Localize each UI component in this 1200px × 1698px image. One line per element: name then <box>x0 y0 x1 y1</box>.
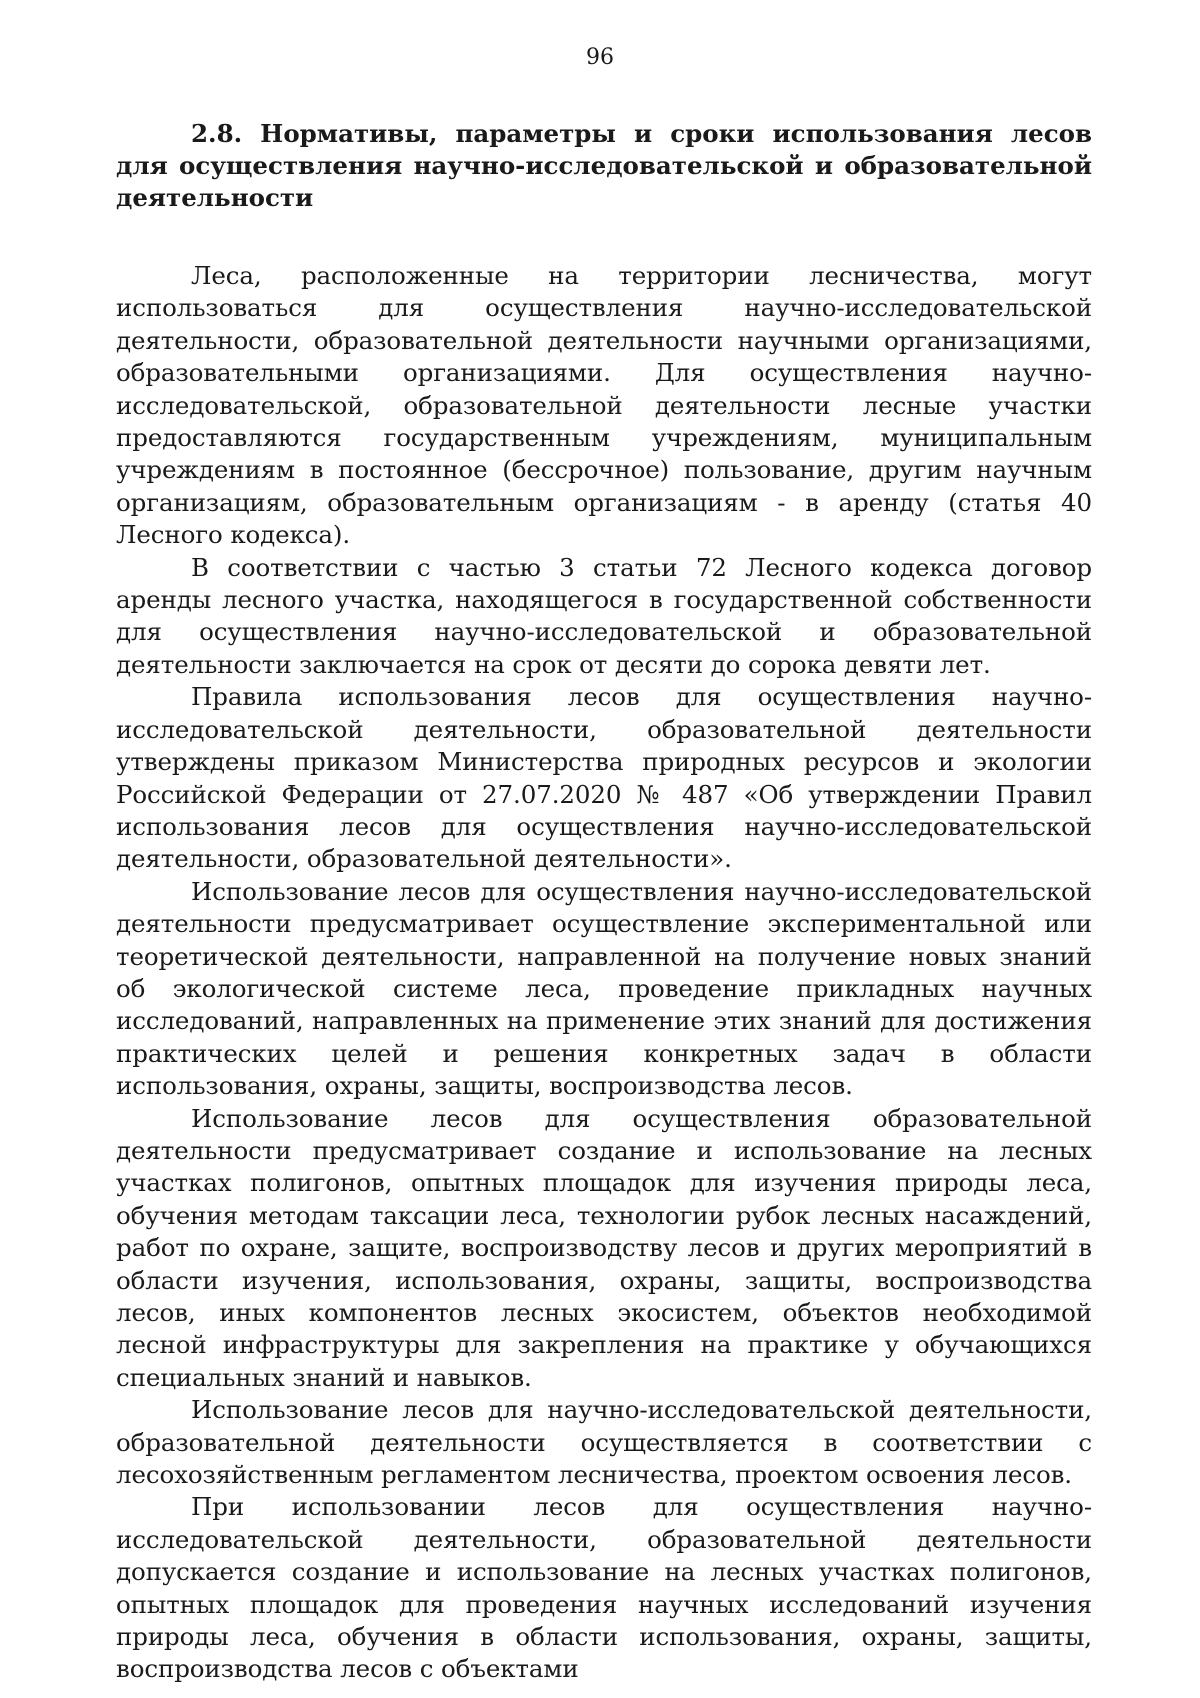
paragraph-3: Правила использования лесов для осуществления научно-исследовательской деятельности, образовательной деятельности утверждены приказом Министерства природных ресурсов и экологии Российской Федерации от 27.07.2020 № 487 «Об утверждении Правил использования лесов для осуществления научно-исследовательской деятельности, образовательной деятельности». <box>116 682 1092 874</box>
section-heading <box>116 118 1092 214</box>
heading-line-2: для осуществления научно-исследовательской и образовательной <box>116 151 1092 180</box>
paragraph-7: При использовании лесов для осуществления научно-исследовательской деятельности, образовательной деятельности допускается создание и использование на лесных участках полигонов, опытных площадок для проведения научных исследований изучения природы леса, обучения в области использования, охраны, защиты, воспроизводства лесов с объектами <box>116 1492 1092 1684</box>
page-number: 96 <box>586 45 614 70</box>
paragraph-6: Использование лесов для научно-исследовательской деятельности, образовательной деятельности осуществляется в соответствии с лесохозяйственным регламентом лесничества, проектом освоения лесов. <box>116 1395 1092 1490</box>
paragraph-2: В соответствии с частью 3 статьи 72 Лесного кодекса договор аренды лесного участка, находящегося в государственной собственности для осуществления научно-исследовательской и образовательной деятельности заключается на срок от десяти до сорока девяти лет. <box>116 552 1092 679</box>
body-text <box>116 260 1092 1686</box>
paragraph-5: Использование лесов для осуществления образовательной деятельности предусматривает создание и использование на лесных участках полигонов, опытных площадок для изучения природы леса, обучения методам таксации леса, технологии рубок лесных насаждений, работ по охране, защите, воспроизводству лесов и других мероприятий в области изучения, использования, охраны, защиты, воспроизводства лесов, иных компонентов лесных экосистем, объектов необходимой лесной инфраструктуры для закрепления на практике у обучающихся специальных знаний и навыков. <box>116 1103 1092 1392</box>
heading-line-1: 2.8. Нормативы, параметры и сроки использования лесов <box>191 119 1092 148</box>
page-content <box>116 118 1092 1686</box>
paragraph-1: Леса, расположенные на территории лесничества, могут использоваться для осуществления научно-исследовательской деятельности, образовательной деятельности научными организациями, образовательными организациями. Для осуществления научно-исследовательской, образовательной деятельности лесные участки предоставляются государственным учреждениям, муниципальным учреждениям в постоянное (бессрочное) пользование, другим научным организациям, образовательным организациям - в аренду (статья 40 Лесного кодекса). <box>116 261 1092 550</box>
paragraph-4: Использование лесов для осуществления научно-исследовательской деятельности предусматривает осуществление экспериментальной или теоретической деятельности, направленной на получение новых знаний об экологической системе леса, проведение прикладных научных исследований, направленных на применение этих знаний для достижения практических целей и решения конкретных задач в области использования, охраны, защиты, воспроизводства лесов. <box>116 876 1092 1101</box>
heading-line-3: деятельности <box>116 183 314 212</box>
